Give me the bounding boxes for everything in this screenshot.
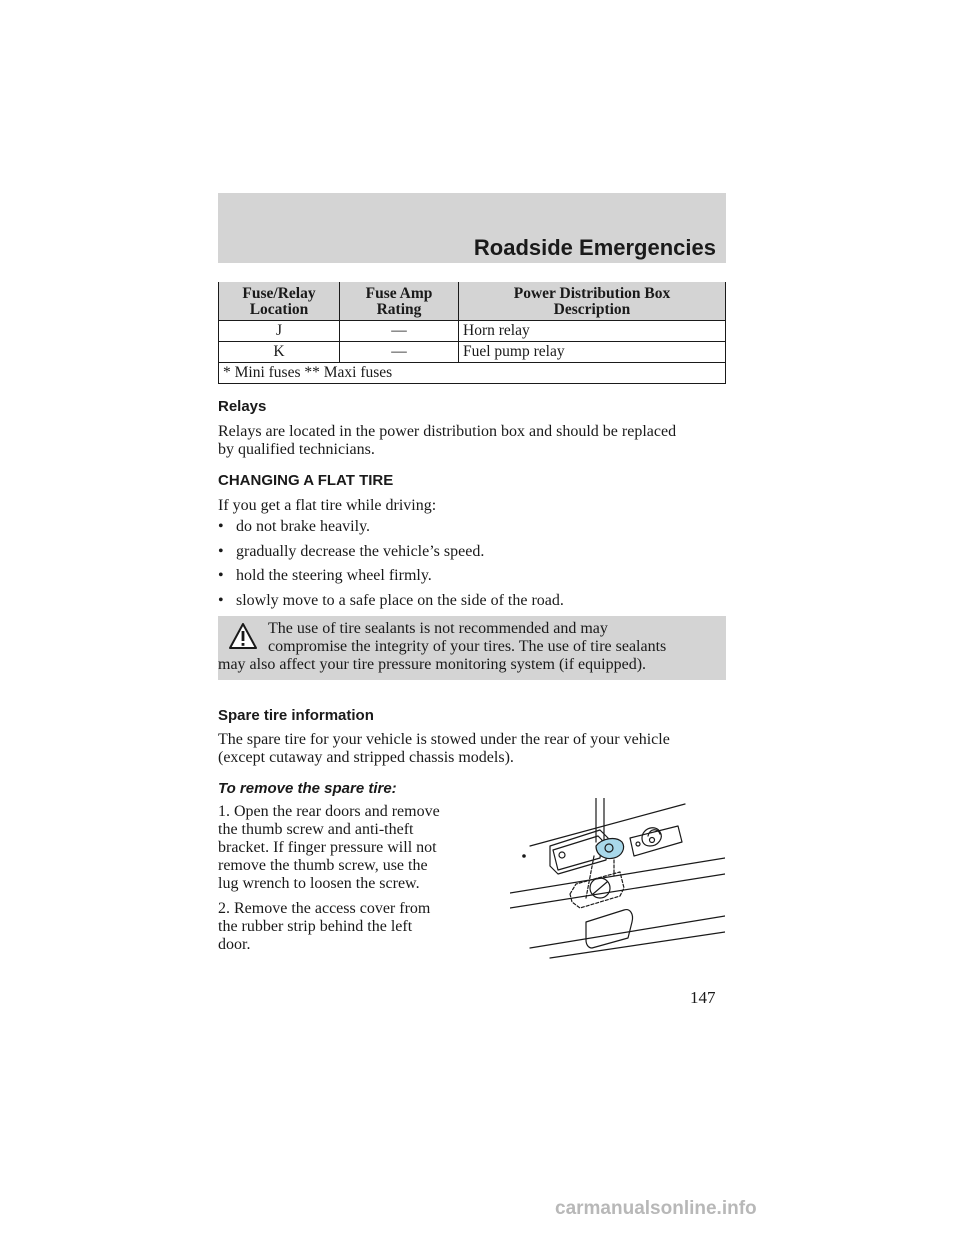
section-header-band: [218, 193, 726, 263]
list-item: • gradually decrease the vehicle’s speed.: [218, 543, 485, 560]
column-header-location: Fuse/Relay Location: [219, 282, 340, 321]
cell-location: K: [219, 342, 340, 363]
flat-tire-heading: CHANGING A FLAT TIRE: [218, 472, 394, 489]
relays-paragraph: Relays are located in the power distribution box and should be replaced by qualified technicians.: [218, 423, 677, 458]
cell-rating: —: [340, 321, 459, 342]
footer-watermark: carmanualsonline.info: [555, 1198, 757, 1219]
table-footnote: * Mini fuses ** Maxi fuses: [219, 363, 726, 384]
column-header-rating: Fuse Amp Rating: [340, 282, 459, 321]
spare-tire-paragraph: The spare tire for your vehicle is stowed under the rear of your vehicle (except cutaway and stripped chassis models).: [218, 731, 670, 766]
bullet-icon: •: [218, 518, 224, 535]
step-1: 1. Open the rear doors and remove the thumb screw and anti-theft bracket. If finger pressure will not remove the thumb screw, use the lug wrench to loosen the screw.: [218, 803, 440, 892]
bullet-icon: •: [218, 567, 224, 584]
bullet-icon: •: [218, 543, 224, 560]
list-item: • slowly move to a safe place on the side of the road.: [218, 592, 564, 609]
warning-text: The use of tire sealants is not recommended and may compromise the integrity of your tires. The use of tire sealants may also affect your tire pressure monitoring system (if equipped).: [218, 620, 667, 673]
page-number: 147: [690, 988, 716, 1007]
table-footnote-row: [219, 363, 726, 384]
step-2: 2. Remove the access cover from the rubber strip behind the left door.: [218, 900, 431, 953]
table-row: [219, 342, 726, 363]
bullet-icon: •: [218, 592, 224, 609]
list-item: • hold the steering wheel firmly.: [218, 567, 432, 584]
spare-tire-heading: Spare tire information: [218, 707, 374, 724]
fuse-table: [218, 282, 726, 384]
list-item: • do not brake heavily.: [218, 518, 371, 535]
flat-tire-intro: If you get a flat tire while driving:: [218, 497, 437, 514]
cell-location: J: [219, 321, 340, 342]
remove-spare-heading: To remove the spare tire:: [218, 780, 397, 797]
table-header-row: [219, 282, 726, 321]
cell-rating: —: [340, 342, 459, 363]
cell-description: Horn relay: [459, 321, 726, 342]
table-row: [219, 321, 726, 342]
section-title: Roadside Emergencies: [473, 235, 716, 260]
spare-tire-access-illustration: [510, 798, 725, 968]
cell-description: Fuel pump relay: [459, 342, 726, 363]
relays-heading: Relays: [218, 398, 267, 415]
column-header-description: Power Distribution Box Description: [459, 282, 726, 321]
warning-box: [218, 616, 726, 680]
